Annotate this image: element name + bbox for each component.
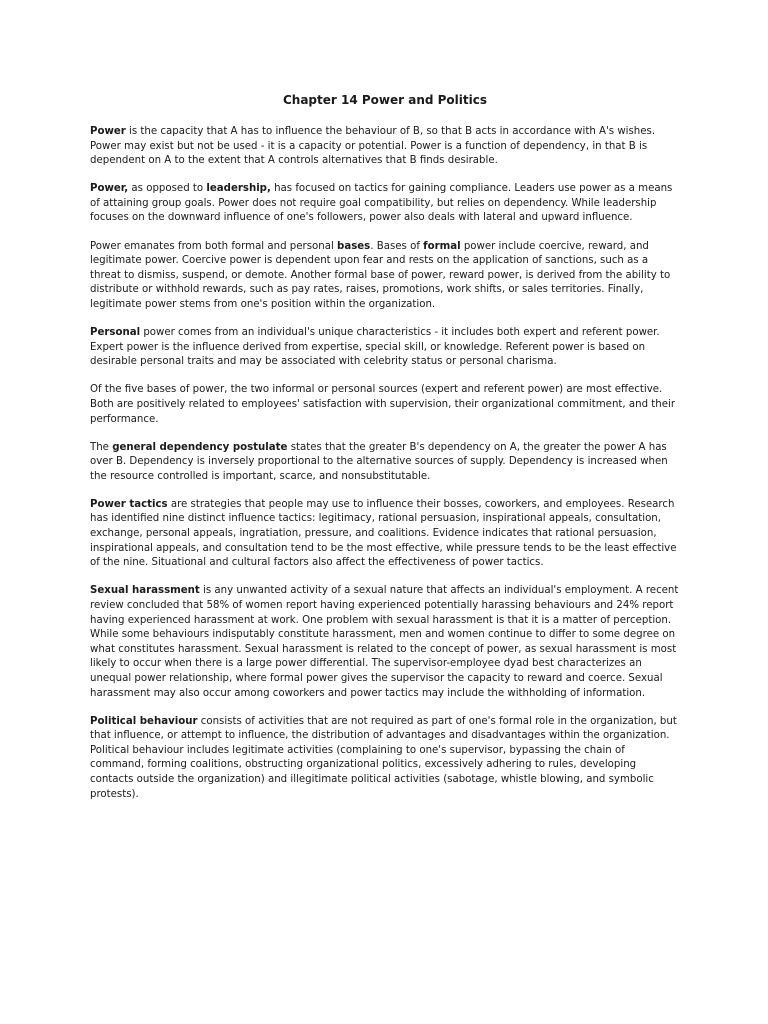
- term-power: Power,: [90, 183, 129, 195]
- term-leadership: leadership,: [206, 183, 271, 195]
- paragraph-text: is the capacity that A has to influence the behaviour of B, so that B acts in accordance with A's wishes. Power may exist but not be used - it is a capacity or potential. Power is a function of dependency, in that B is dependent on A to the extent that A controls alternatives that B finds desirable.: [90, 126, 656, 167]
- paragraph-power-definition: [90, 125, 680, 169]
- term-political-behaviour: Political behaviour: [90, 715, 198, 727]
- term-personal: Personal: [90, 327, 141, 339]
- term-power: Power: [90, 126, 126, 137]
- paragraph-five-bases: [90, 383, 680, 427]
- paragraph-text: as opposed to: [128, 183, 207, 195]
- term-formal: formal: [423, 240, 461, 252]
- paragraph-dependency-postulate: [90, 441, 680, 485]
- term-bases: bases: [337, 240, 371, 252]
- paragraph-text: power comes from an individual's unique characteristics - it includes both expert and referent power. Expert power is the influence derived from expertise, special skill, or knowledge. Referent power is based on desirable personal traits and may be associated with celebrity status or personal charisma.: [90, 327, 660, 368]
- paragraph-text: Power emanates from both formal and personal: [90, 240, 338, 252]
- paragraph-text: consists of activities that are not required as part of one's formal role in the organization, but that influence, or attempt to influence, the distribution of advantages and disadvantages within the organization. Political behaviour includes legitimate activities (complaining to one's supervisor, bypassing the chain of command, forming coalitions, obstructing organizational politics, excessively adhering to rules, developing contacts outside the organization) and illegitimate political activities (sabotage, whistle blowing, and symbolic protests).: [90, 715, 677, 800]
- paragraph-personal-power: [90, 326, 680, 370]
- paragraph-text: states that the greater B's dependency on A, the greater the power A has over B. Dependency is inversely proportional to the alternative sources of supply. Dependency is increased when the resource controlled is important, scarce, and nonsubstitutable.: [90, 441, 668, 482]
- term-general-dependency-postulate: general dependency postulate: [112, 441, 288, 453]
- document-page: [90, 92, 680, 816]
- paragraph-sexual-harassment: [90, 584, 680, 701]
- paragraph-political-behaviour: [90, 715, 680, 803]
- paragraph-text: are strategies that people may use to influence their bosses, coworkers, and employees. Research has identified nine distinct influence tactics: legitimacy, rational persuasion, inspirational appeals, consultation, exchange, personal appeals, ingratiation, pressure, and coalitions. Evidence indicates that rational persuasion, inspirational appeals, and consultation tend to be the most effective, while pressure tends to be the least effective of the nine. Situational and cultural factors also affect the effectiveness of power tactics.: [90, 498, 677, 569]
- paragraph-text: is any unwanted activity of a sexual nature that affects an individual's employment. A recent review concluded that 58% of women report having experienced potentially harassing behaviours and 24% report having experienced harassment at work. One problem with sexual harassment is that it is a matter of perception. While some behaviours indisputably constitute harassment, men and women continue to differ to some degree on what constitutes harassment. Sexual harassment is related to the concept of power, as sexual harassment is most likely to occur when there is a large power differential. The supervisor-employee dyad best characterizes an unequal power relationship, where formal power gives the supervisor the capacity to reward and coerce. Sexual harassment may also occur among coworkers and power tactics may include the withholding of information.: [90, 585, 679, 699]
- paragraph-text: The: [90, 441, 113, 453]
- page-title: Chapter 14 Power and Politics: [282, 93, 488, 107]
- term-sexual-harassment: Sexual harassment: [90, 585, 200, 597]
- paragraph-power-vs-leadership: [90, 182, 680, 226]
- paragraph-power-bases: [90, 240, 680, 313]
- paragraph-power-tactics: [90, 498, 680, 571]
- term-power-tactics: Power tactics: [90, 498, 168, 510]
- paragraph-text: Of the five bases of power, the two informal or personal sources (expert and referent power) are most effective. Both are positively related to employees' satisfaction with supervision, their organizational commitment, and their performance.: [90, 384, 676, 425]
- paragraph-text: has focused on tactics for gaining compliance. Leaders use power as a means of attaining group goals. Power does not require goal compatibility, but relies on dependency. While leadership focuses on the downward influence of one's followers, power also deals with lateral and upward influence.: [90, 183, 673, 224]
- paragraph-text: power include coercive, reward, and legitimate power. Coercive power is dependent upon fear and rests on the application of sanctions, such as a threat to dismiss, suspend, or demote. Another formal base of power, reward power, is derived from the ability to distribute or withhold rewards, such as pay rates, raises, promotions, work shifts, or sales territories. Finally, legitimate power stems from one's position within the organization.: [90, 240, 671, 310]
- paragraph-text: . Bases of: [370, 240, 424, 252]
